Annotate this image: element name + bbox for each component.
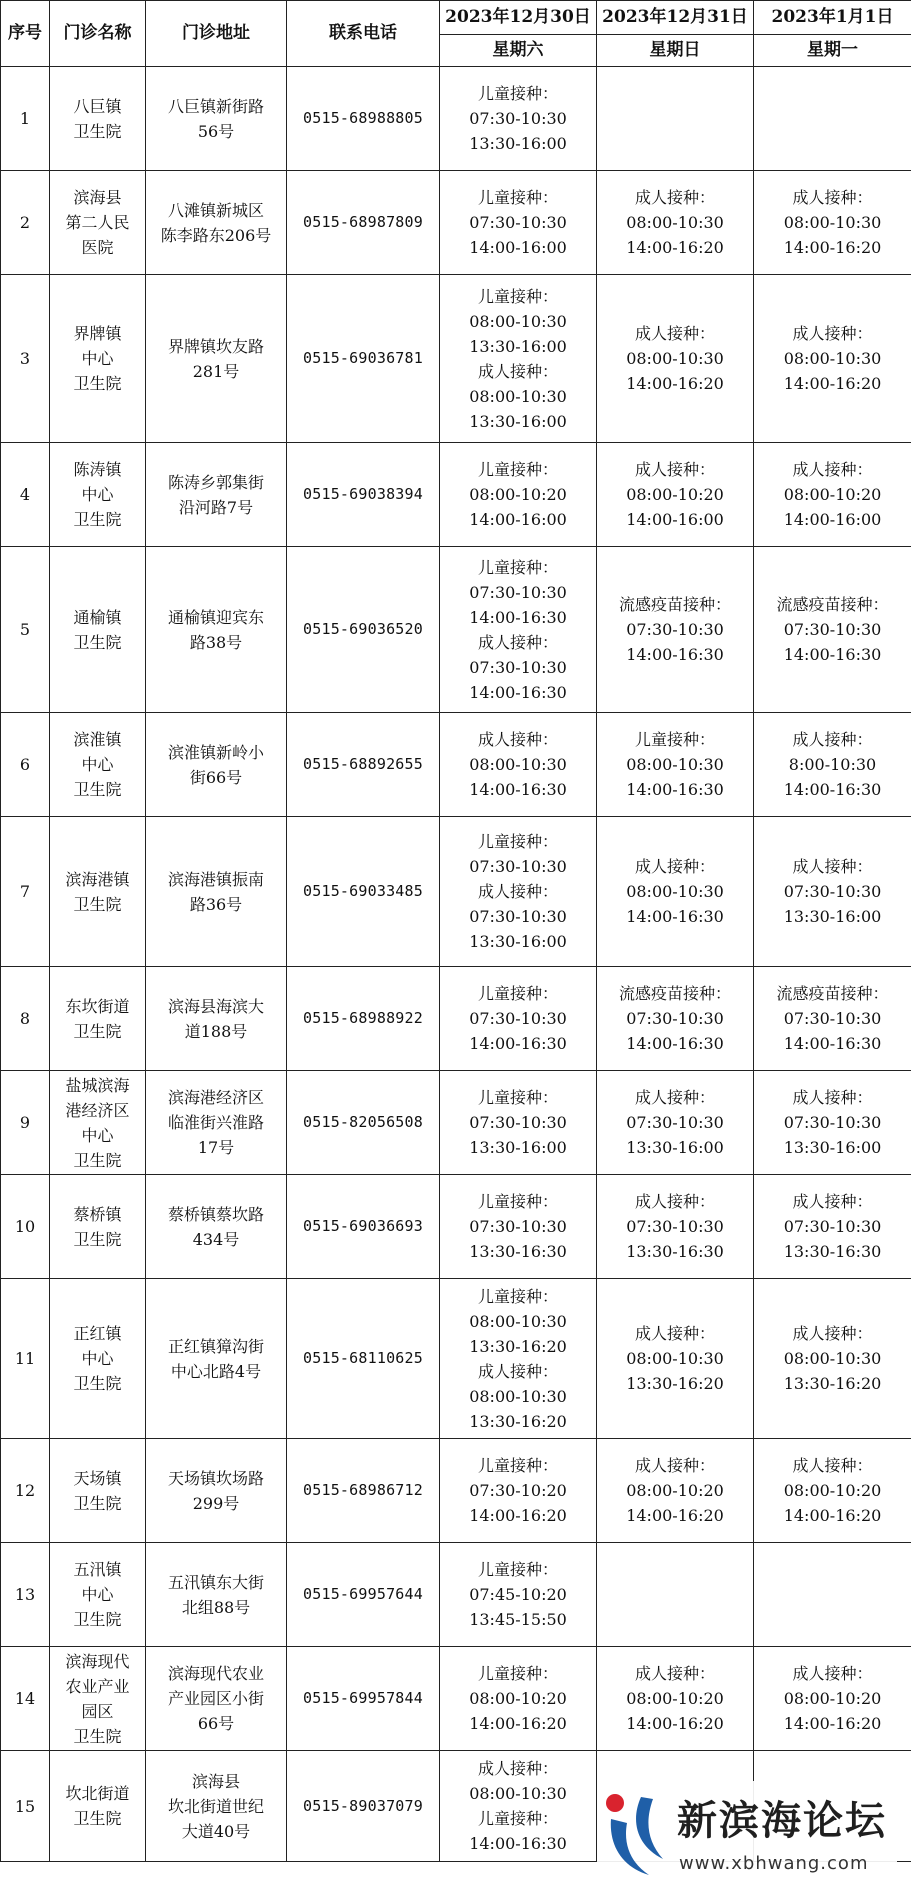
cell-phone: 0515-69038394 — [287, 443, 440, 547]
cell-clinic-name: 东坎街道 卫生院 — [50, 967, 146, 1071]
cell-schedule-dec30: 儿童接种： 07:30-10:30 成人接种： 07:30-10:30 13:30-16:00 — [440, 817, 597, 967]
cell-schedule-dec30: 儿童接种： 08:00-10:30 13:30-16:00 成人接种： 08:00-10:30 13:30-16:00 — [440, 275, 597, 443]
forum-logo-icon — [601, 1789, 671, 1879]
cell-clinic-address: 界牌镇坎友路 281号 — [146, 275, 287, 443]
cell-schedule-jan1: 流感疫苗接种： 07:30-10:30 14:00-16:30 — [754, 547, 911, 713]
cell-schedule-dec30: 儿童接种： 07:30-10:30 13:30-16:00 — [440, 1071, 597, 1175]
cell-phone: 0515-69033485 — [287, 817, 440, 967]
cell-clinic-name: 通榆镇 卫生院 — [50, 547, 146, 713]
cell-schedule-dec31: 成人接种： 08:00-10:30 13:30-16:20 — [597, 1279, 754, 1439]
cell-schedule-jan1: 成人接种： 8:00-10:30 14:00-16:30 — [754, 713, 911, 817]
cell-clinic-name: 正红镇 中心 卫生院 — [50, 1279, 146, 1439]
cell-phone: 0515-69036781 — [287, 275, 440, 443]
cell-schedule-jan1: 成人接种： 07:30-10:30 13:30-16:00 — [754, 1071, 911, 1175]
cell-schedule-jan1: 成人接种： 08:00-10:30 14:00-16:20 — [754, 275, 911, 443]
header-date-1: 2023年12月30日 — [440, 1, 597, 35]
cell-schedule-dec30: 儿童接种： 07:30-10:30 13:30-16:00 — [440, 67, 597, 171]
cell-schedule-jan1: 流感疫苗接种： 07:30-10:30 14:00-16:30 — [754, 967, 911, 1071]
cell-seq: 13 — [1, 1543, 50, 1647]
cell-seq: 3 — [1, 275, 50, 443]
table-row — [1, 1543, 911, 1647]
table-row — [1, 1071, 911, 1175]
cell-schedule-jan1: 成人接种： 07:30-10:30 13:30-16:00 — [754, 817, 911, 967]
table-row — [1, 67, 911, 171]
cell-clinic-address: 八巨镇新街路 56号 — [146, 67, 287, 171]
cell-schedule-dec30: 儿童接种： 07:30-10:30 13:30-16:30 — [440, 1175, 597, 1279]
cell-schedule-dec31: 成人接种： 08:00-10:30 14:00-16:20 — [597, 171, 754, 275]
cell-clinic-name: 滨海县 第二人民 医院 — [50, 171, 146, 275]
cell-schedule-dec30: 成人接种： 08:00-10:30 14:00-16:30 — [440, 713, 597, 817]
watermark — [597, 1781, 897, 1891]
cell-clinic-name: 盐城滨海 港经济区 中心 卫生院 — [50, 1071, 146, 1175]
cell-phone: 0515-68986712 — [287, 1439, 440, 1543]
cell-schedule-dec30: 儿童接种： 08:00-10:30 13:30-16:20 成人接种： 08:00-10:30 13:30-16:20 — [440, 1279, 597, 1439]
cell-schedule-dec31: 成人接种： 08:00-10:30 14:00-16:20 — [597, 275, 754, 443]
table-row — [1, 1439, 911, 1543]
cell-schedule-dec31: 流感疫苗接种： 07:30-10:30 14:00-16:30 — [597, 547, 754, 713]
cell-phone: 0515-69036693 — [287, 1175, 440, 1279]
cell-schedule-dec31: 成人接种： 08:00-10:20 14:00-16:00 — [597, 443, 754, 547]
table-row — [1, 1647, 911, 1751]
cell-schedule-dec30: 儿童接种： 07:30-10:20 14:00-16:20 — [440, 1439, 597, 1543]
header-row — [1, 1, 911, 35]
cell-clinic-name: 天场镇 卫生院 — [50, 1439, 146, 1543]
cell-clinic-address: 正红镇獐沟街 中心北路4号 — [146, 1279, 287, 1439]
cell-seq: 1 — [1, 67, 50, 171]
cell-schedule-dec31: 成人接种： 08:00-10:20 14:00-16:20 — [597, 1647, 754, 1751]
cell-clinic-address: 滨海港镇振南 路36号 — [146, 817, 287, 967]
cell-schedule-dec30: 儿童接种： 08:00-10:20 14:00-16:00 — [440, 443, 597, 547]
cell-phone: 0515-69957644 — [287, 1543, 440, 1647]
cell-clinic-address: 滨海港经济区 临淮街兴淮路 17号 — [146, 1071, 287, 1175]
cell-clinic-address: 天场镇坎场路 299号 — [146, 1439, 287, 1543]
cell-schedule-dec30: 儿童接种： 07:30-10:30 14:00-16:30 — [440, 967, 597, 1071]
cell-seq: 11 — [1, 1279, 50, 1439]
table-row — [1, 171, 911, 275]
cell-seq: 5 — [1, 547, 50, 713]
cell-seq: 7 — [1, 817, 50, 967]
header-clinic-address: 门诊地址 — [146, 1, 287, 67]
cell-schedule-dec31: 成人接种： 07:30-10:30 13:30-16:00 — [597, 1071, 754, 1175]
cell-phone: 0515-69957844 — [287, 1647, 440, 1751]
cell-clinic-name: 滨淮镇 中心 卫生院 — [50, 713, 146, 817]
header-seq: 序号 — [1, 1, 50, 67]
cell-schedule-jan1: 成人接种： 08:00-10:20 14:00-16:20 — [754, 1439, 911, 1543]
cell-schedule-dec30: 成人接种： 08:00-10:30 儿童接种： 14:00-16:30 — [440, 1751, 597, 1862]
cell-schedule-dec30: 儿童接种： 07:30-10:30 14:00-16:30 成人接种： 07:30-10:30 14:00-16:30 — [440, 547, 597, 713]
cell-seq: 9 — [1, 1071, 50, 1175]
cell-schedule-dec31 — [597, 67, 754, 171]
cell-clinic-name: 界牌镇 中心 卫生院 — [50, 275, 146, 443]
cell-clinic-name: 陈涛镇 中心 卫生院 — [50, 443, 146, 547]
cell-clinic-address: 滨海县海滨大 道188号 — [146, 967, 287, 1071]
cell-schedule-dec31: 成人接种： 07:30-10:30 13:30-16:30 — [597, 1175, 754, 1279]
table-row — [1, 275, 911, 443]
cell-schedule-jan1: 成人接种： 08:00-10:30 13:30-16:20 — [754, 1279, 911, 1439]
table-row — [1, 443, 911, 547]
cell-clinic-name: 滨海现代 农业产业 园区 卫生院 — [50, 1647, 146, 1751]
cell-phone: 0515-82056508 — [287, 1071, 440, 1175]
table-row — [1, 547, 911, 713]
cell-seq: 6 — [1, 713, 50, 817]
cell-clinic-name: 滨海港镇 卫生院 — [50, 817, 146, 967]
cell-schedule-jan1: 成人接种： 08:00-10:20 14:00-16:20 — [754, 1647, 911, 1751]
header-date-3: 2023年1月1日 — [754, 1, 911, 35]
cell-schedule-dec31: 儿童接种： 08:00-10:30 14:00-16:30 — [597, 713, 754, 817]
cell-seq: 10 — [1, 1175, 50, 1279]
cell-seq: 14 — [1, 1647, 50, 1751]
header-phone: 联系电话 — [287, 1, 440, 67]
cell-seq: 12 — [1, 1439, 50, 1543]
header-weekday-3: 星期一 — [754, 35, 911, 67]
cell-schedule-jan1 — [754, 1543, 911, 1647]
cell-clinic-name: 五汛镇 中心 卫生院 — [50, 1543, 146, 1647]
cell-phone: 0515-68892655 — [287, 713, 440, 817]
cell-clinic-name: 八巨镇 卫生院 — [50, 67, 146, 171]
cell-schedule-dec30: 儿童接种： 08:00-10:20 14:00-16:20 — [440, 1647, 597, 1751]
header-weekday-2: 星期日 — [597, 35, 754, 67]
header-date-2: 2023年12月31日 — [597, 1, 754, 35]
cell-phone: 0515-68988922 — [287, 967, 440, 1071]
cell-clinic-address: 滨海县 坎北街道世纪 大道40号 — [146, 1751, 287, 1862]
table-row — [1, 1279, 911, 1439]
cell-phone: 0515-68987809 — [287, 171, 440, 275]
cell-schedule-dec30: 儿童接种： 07:30-10:30 14:00-16:00 — [440, 171, 597, 275]
cell-clinic-address: 滨海现代农业 产业园区小街 66号 — [146, 1647, 287, 1751]
cell-clinic-address: 通榆镇迎宾东 路38号 — [146, 547, 287, 713]
cell-clinic-address: 八滩镇新城区 陈李路东206号 — [146, 171, 287, 275]
cell-clinic-address: 五汛镇东大街 北组88号 — [146, 1543, 287, 1647]
cell-clinic-name: 蔡桥镇 卫生院 — [50, 1175, 146, 1279]
cell-seq: 8 — [1, 967, 50, 1071]
watermark-url: www.xbhwang.com — [679, 1853, 869, 1874]
header-clinic-name: 门诊名称 — [50, 1, 146, 67]
cell-clinic-address: 蔡桥镇蔡坎路 434号 — [146, 1175, 287, 1279]
cell-seq: 2 — [1, 171, 50, 275]
cell-phone: 0515-68988805 — [287, 67, 440, 171]
cell-phone: 0515-68110625 — [287, 1279, 440, 1439]
cell-schedule-jan1 — [754, 67, 911, 171]
cell-schedule-dec31: 成人接种： 08:00-10:30 14:00-16:30 — [597, 817, 754, 967]
cell-schedule-jan1: 成人接种： 08:00-10:30 14:00-16:20 — [754, 171, 911, 275]
cell-seq: 15 — [1, 1751, 50, 1862]
cell-seq: 4 — [1, 443, 50, 547]
cell-clinic-address: 陈涛乡郭集街 沿河路7号 — [146, 443, 287, 547]
table-row — [1, 817, 911, 967]
cell-phone: 0515-89037079 — [287, 1751, 440, 1862]
cell-schedule-dec30: 儿童接种： 07:45-10:20 13:45-15:50 — [440, 1543, 597, 1647]
table-row — [1, 713, 911, 817]
cell-phone: 0515-69036520 — [287, 547, 440, 713]
cell-schedule-jan1: 成人接种： 07:30-10:30 13:30-16:30 — [754, 1175, 911, 1279]
cell-clinic-address: 滨淮镇新岭小 街66号 — [146, 713, 287, 817]
cell-schedule-jan1: 成人接种： 08:00-10:20 14:00-16:00 — [754, 443, 911, 547]
cell-clinic-name: 坎北街道 卫生院 — [50, 1751, 146, 1862]
table-row — [1, 1175, 911, 1279]
cell-schedule-dec31: 成人接种： 08:00-10:20 14:00-16:20 — [597, 1439, 754, 1543]
watermark-title: 新滨海论坛 — [677, 1798, 887, 1844]
table-body — [1, 67, 911, 1862]
header-weekday-1: 星期六 — [440, 35, 597, 67]
cell-schedule-dec31 — [597, 1543, 754, 1647]
cell-schedule-dec31: 流感疫苗接种： 07:30-10:30 14:00-16:30 — [597, 967, 754, 1071]
table-row — [1, 967, 911, 1071]
